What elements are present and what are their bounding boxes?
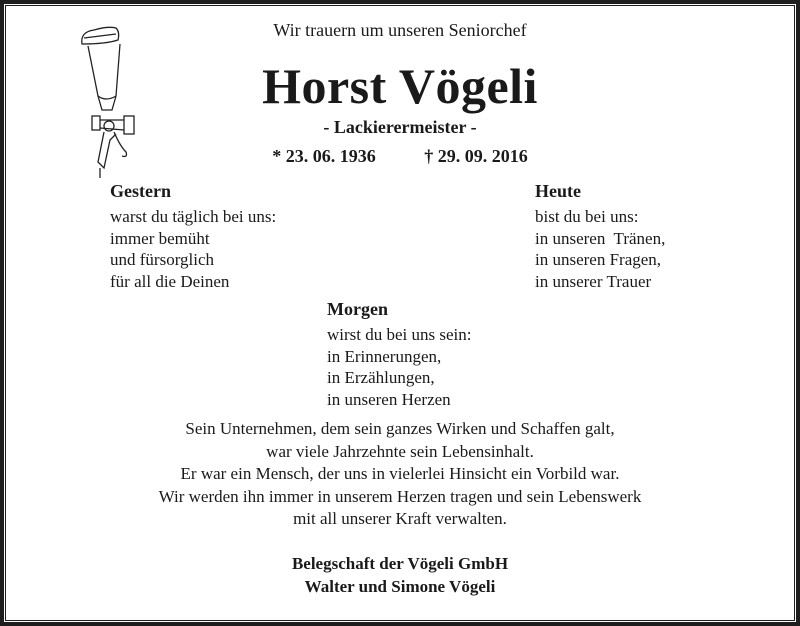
poem-line: für all die Deinen: [110, 271, 230, 291]
poem-line: und fürsorglich: [110, 250, 215, 269]
profession: - Lackierermeister -: [323, 117, 477, 137]
birth-date: * 23. 06. 1936: [272, 146, 376, 166]
tribute-line: Sein Unternehmen, dem sein ganzes Wirken und Schaffen galt,: [185, 419, 615, 438]
poem-heute: [535, 180, 665, 292]
poem-gestern: [110, 180, 276, 292]
poem-line: immer bemüht: [110, 228, 210, 248]
tribute-line: mit all unserer Kraft verwalten.: [293, 509, 507, 528]
poem-line: in Erinnerungen,: [327, 346, 442, 366]
signature-line: Walter und Simone Vögeli: [304, 577, 496, 596]
poem-line: wirst du bei uns sein:: [327, 325, 472, 344]
poem-line: bist du bei uns:: [535, 207, 639, 226]
tribute-text: [0, 418, 800, 531]
intro-line: Wir trauern um unseren Seniorchef: [273, 20, 527, 40]
poem-line: warst du täglich bei uns:: [110, 207, 277, 226]
poem-title: Morgen: [327, 299, 388, 319]
signatures: [0, 552, 800, 598]
tribute-line: Wir werden ihn immer in unserem Herzen tragen und sein Lebenswerk: [158, 486, 642, 506]
signature-line: Belegschaft der Vögeli GmbH: [291, 554, 509, 573]
life-dates: [0, 145, 800, 167]
tribute-line: Er war ein Mensch, der uns in vielerlei Hinsicht ein Vorbild war.: [180, 464, 620, 483]
death-date: † 29. 09. 2016: [424, 146, 528, 166]
poem-title: Heute: [535, 181, 581, 201]
poem-line: in unseren Herzen: [327, 389, 451, 409]
poem-line: in Erzählungen,: [327, 368, 435, 387]
poem-line: in unseren Tränen,: [535, 228, 666, 248]
poem-title: Gestern: [110, 181, 171, 201]
poem-line: in unseren Fragen,: [535, 250, 662, 269]
poem-morgen: [327, 298, 472, 410]
deceased-name: Horst Vögeli: [262, 58, 538, 114]
tribute-line: war viele Jahrzehnte sein Lebensinhalt.: [266, 441, 534, 461]
poem-line: in unserer Trauer: [535, 271, 652, 291]
